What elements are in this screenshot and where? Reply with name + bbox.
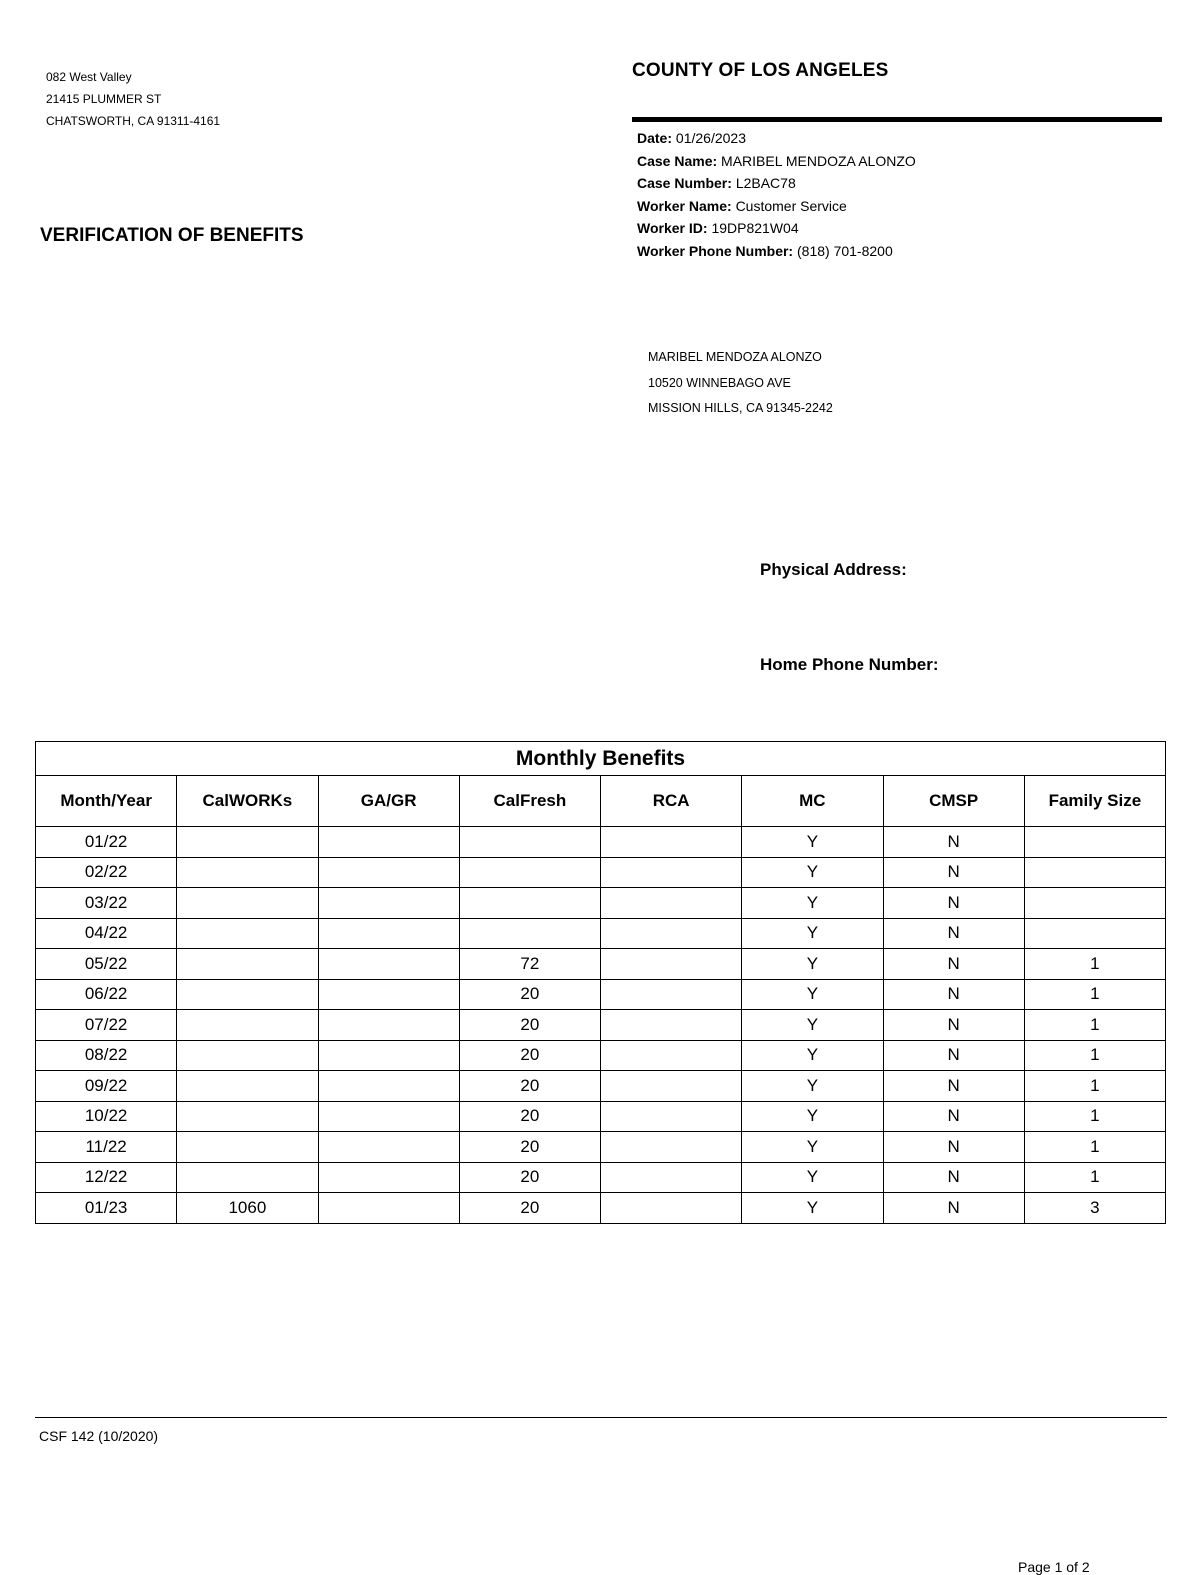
table-cell bbox=[318, 857, 459, 888]
table-cell bbox=[318, 1162, 459, 1193]
table-cell bbox=[601, 918, 742, 949]
table-cell: N bbox=[883, 1040, 1024, 1071]
table-cell bbox=[318, 1132, 459, 1163]
table-cell bbox=[177, 1040, 318, 1071]
recipient-street: 10520 WINNEBAGO AVE bbox=[648, 375, 791, 390]
table-row bbox=[36, 1040, 1166, 1071]
table-cell: 1 bbox=[1024, 1010, 1165, 1041]
table-cell bbox=[601, 1193, 742, 1224]
table-cell: 08/22 bbox=[36, 1040, 177, 1071]
table-row bbox=[36, 1010, 1166, 1041]
table-cell bbox=[459, 918, 600, 949]
table-cell: 11/22 bbox=[36, 1132, 177, 1163]
table-cell: Y bbox=[742, 1101, 883, 1132]
table-cell: N bbox=[883, 1101, 1024, 1132]
table-cell: N bbox=[883, 857, 1024, 888]
column-header: Month/Year bbox=[36, 776, 177, 827]
recipient-address bbox=[648, 345, 833, 422]
table-cell bbox=[1024, 857, 1165, 888]
recipient-city: MISSION HILLS, CA 91345-2242 bbox=[648, 401, 833, 415]
case-name-label: Case Name: bbox=[637, 152, 718, 169]
table-cell bbox=[177, 827, 318, 858]
case-info bbox=[637, 127, 916, 262]
table-row bbox=[36, 1193, 1166, 1224]
table-row bbox=[36, 1071, 1166, 1102]
table-cell: Y bbox=[742, 1132, 883, 1163]
table-cell: N bbox=[883, 1193, 1024, 1224]
office-street: 21415 PLUMMER ST bbox=[46, 92, 162, 106]
table-cell: Y bbox=[742, 1071, 883, 1102]
table-cell: Y bbox=[742, 979, 883, 1010]
table-cell: 09/22 bbox=[36, 1071, 177, 1102]
worker-name-row bbox=[637, 195, 916, 218]
table-cell: Y bbox=[742, 857, 883, 888]
table-cell bbox=[1024, 888, 1165, 919]
column-header: GA/GR bbox=[318, 776, 459, 827]
table-cell: Y bbox=[742, 1010, 883, 1041]
table-cell: 72 bbox=[459, 949, 600, 980]
table-cell bbox=[177, 1132, 318, 1163]
table-cell: 20 bbox=[459, 1040, 600, 1071]
table-cell: Y bbox=[742, 1040, 883, 1071]
table-cell: Y bbox=[742, 918, 883, 949]
table-cell bbox=[318, 1010, 459, 1041]
table-cell: 1 bbox=[1024, 1101, 1165, 1132]
date-value: 01/26/2023 bbox=[675, 130, 746, 146]
table-cell: N bbox=[883, 1071, 1024, 1102]
column-header: MC bbox=[742, 776, 883, 827]
table-cell: 06/22 bbox=[36, 979, 177, 1010]
table-cell: 20 bbox=[459, 1071, 600, 1102]
table-cell: N bbox=[883, 888, 1024, 919]
table-row bbox=[36, 827, 1166, 858]
table-cell bbox=[318, 1071, 459, 1102]
column-header: CMSP bbox=[883, 776, 1024, 827]
home-phone-label: Home Phone Number: bbox=[760, 655, 939, 674]
table-cell: N bbox=[883, 1132, 1024, 1163]
column-header: CalWORKs bbox=[177, 776, 318, 827]
table-cell bbox=[177, 1101, 318, 1132]
worker-name-label: Worker Name: bbox=[637, 197, 732, 214]
table-cell: Y bbox=[742, 888, 883, 919]
county-heading: COUNTY OF LOS ANGELES bbox=[632, 60, 889, 81]
table-cell: 20 bbox=[459, 1010, 600, 1041]
table-cell: Y bbox=[742, 1193, 883, 1224]
date-label: Date: bbox=[637, 130, 673, 146]
table-cell: 04/22 bbox=[36, 918, 177, 949]
case-number-row bbox=[637, 172, 916, 195]
table-cell bbox=[1024, 827, 1165, 858]
table-cell bbox=[459, 857, 600, 888]
case-number-value: L2BAC78 bbox=[735, 175, 796, 191]
table-cell: Y bbox=[742, 1162, 883, 1193]
table-cell bbox=[459, 827, 600, 858]
table-cell: Y bbox=[742, 827, 883, 858]
date-row bbox=[637, 127, 916, 150]
table-row bbox=[36, 857, 1166, 888]
page-number: Page 1 of 2 bbox=[1018, 1559, 1090, 1575]
worker-phone-value: (818) 701-8200 bbox=[797, 242, 893, 259]
table-cell bbox=[1024, 918, 1165, 949]
table-cell: 01/22 bbox=[36, 827, 177, 858]
table-cell bbox=[601, 1040, 742, 1071]
table-cell: 03/22 bbox=[36, 888, 177, 919]
table-cell: 20 bbox=[459, 979, 600, 1010]
table-body bbox=[36, 827, 1166, 1224]
column-header: RCA bbox=[601, 776, 742, 827]
table-cell bbox=[601, 979, 742, 1010]
table-cell: 20 bbox=[459, 1193, 600, 1224]
table-cell: 02/22 bbox=[36, 857, 177, 888]
table-cell bbox=[318, 827, 459, 858]
monthly-benefits-table bbox=[35, 741, 1166, 1224]
table-cell bbox=[177, 949, 318, 980]
physical-address-label: Physical Address: bbox=[760, 560, 907, 579]
table-row bbox=[36, 918, 1166, 949]
table-cell: N bbox=[883, 949, 1024, 980]
table-cell bbox=[601, 1010, 742, 1041]
table-row bbox=[36, 1162, 1166, 1193]
table-row bbox=[36, 949, 1166, 980]
office-city: CHATSWORTH, CA 91311-4161 bbox=[46, 114, 221, 128]
footer-divider bbox=[35, 1417, 1167, 1418]
table-cell: 1 bbox=[1024, 1162, 1165, 1193]
table-cell: N bbox=[883, 979, 1024, 1010]
table-row bbox=[36, 888, 1166, 919]
table-cell bbox=[601, 857, 742, 888]
table-title: Monthly Benefits bbox=[36, 742, 1166, 776]
table-cell: 3 bbox=[1024, 1193, 1165, 1224]
table-cell bbox=[177, 1162, 318, 1193]
table-row bbox=[36, 1101, 1166, 1132]
table-cell: 1 bbox=[1024, 1071, 1165, 1102]
table-cell: 10/22 bbox=[36, 1101, 177, 1132]
table-cell bbox=[318, 979, 459, 1010]
table-cell: 1 bbox=[1024, 979, 1165, 1010]
table-cell bbox=[601, 1101, 742, 1132]
table-row bbox=[36, 1132, 1166, 1163]
table-cell bbox=[318, 1101, 459, 1132]
office-address bbox=[46, 66, 220, 132]
table-cell bbox=[318, 888, 459, 919]
header-divider bbox=[632, 117, 1162, 122]
table-row bbox=[36, 979, 1166, 1010]
table-cell bbox=[459, 888, 600, 919]
table-cell bbox=[601, 888, 742, 919]
table-cell: Y bbox=[742, 949, 883, 980]
table-cell bbox=[601, 1132, 742, 1163]
table-cell: 1 bbox=[1024, 1132, 1165, 1163]
recipient-name: MARIBEL MENDOZA ALONZO bbox=[648, 350, 822, 364]
table-cell bbox=[601, 827, 742, 858]
table-cell: 20 bbox=[459, 1132, 600, 1163]
case-name-row bbox=[637, 150, 916, 173]
table-cell bbox=[177, 1071, 318, 1102]
table-cell bbox=[177, 888, 318, 919]
worker-id-label: Worker ID: bbox=[637, 220, 708, 236]
table-cell bbox=[601, 1162, 742, 1193]
office-name: 082 West Valley bbox=[46, 70, 132, 84]
table-cell bbox=[318, 1193, 459, 1224]
table-cell bbox=[177, 918, 318, 949]
table-cell: 12/22 bbox=[36, 1162, 177, 1193]
table-cell bbox=[318, 949, 459, 980]
table-cell: 07/22 bbox=[36, 1010, 177, 1041]
table-cell: 1 bbox=[1024, 1040, 1165, 1071]
worker-id-row bbox=[637, 217, 916, 240]
table-cell bbox=[318, 918, 459, 949]
case-name-value: MARIBEL MENDOZA ALONZO bbox=[721, 152, 916, 169]
worker-phone-label: Worker Phone Number: bbox=[637, 242, 794, 259]
table-cell: N bbox=[883, 1010, 1024, 1041]
form-id: CSF 142 (10/2020) bbox=[39, 1428, 159, 1444]
table-header-row bbox=[36, 776, 1166, 827]
worker-id-value: 19DP821W04 bbox=[711, 220, 799, 236]
table-cell: 01/23 bbox=[36, 1193, 177, 1224]
table-cell bbox=[177, 979, 318, 1010]
table-cell: 1 bbox=[1024, 949, 1165, 980]
table-cell bbox=[177, 1010, 318, 1041]
document-title: VERIFICATION OF BENEFITS bbox=[40, 225, 304, 246]
table-cell bbox=[601, 1071, 742, 1102]
table-cell: 1060 bbox=[177, 1193, 318, 1224]
worker-name-value: Customer Service bbox=[735, 197, 847, 214]
table-cell bbox=[318, 1040, 459, 1071]
worker-phone-row bbox=[637, 240, 916, 263]
table-cell: N bbox=[883, 827, 1024, 858]
table-cell bbox=[177, 857, 318, 888]
column-header: CalFresh bbox=[459, 776, 600, 827]
column-header: Family Size bbox=[1024, 776, 1165, 827]
table-cell: N bbox=[883, 1162, 1024, 1193]
table-cell bbox=[601, 949, 742, 980]
case-number-label: Case Number: bbox=[637, 175, 732, 191]
table-cell: 05/22 bbox=[36, 949, 177, 980]
table-cell: 20 bbox=[459, 1162, 600, 1193]
table-cell: 20 bbox=[459, 1101, 600, 1132]
table-cell: N bbox=[883, 918, 1024, 949]
